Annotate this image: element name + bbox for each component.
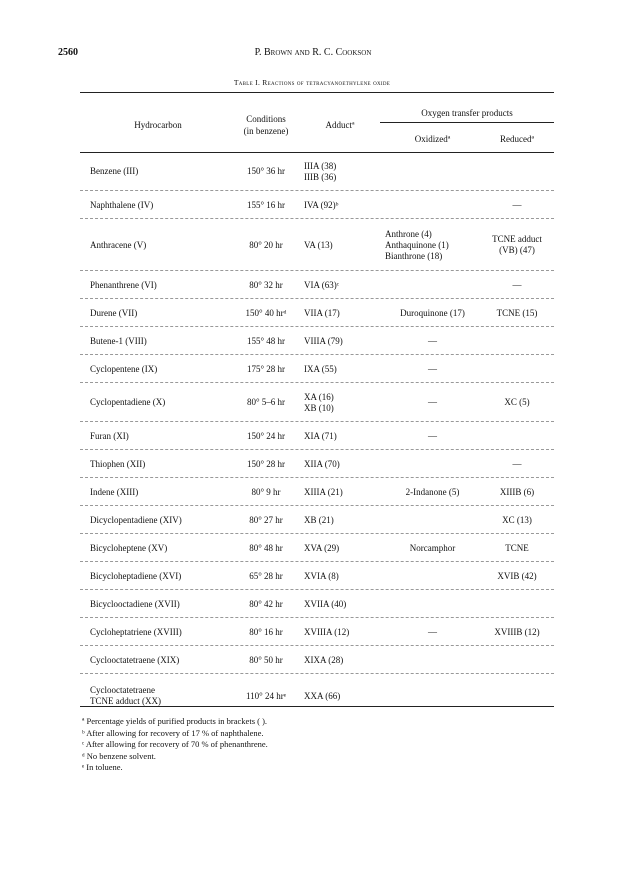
cell-oxidized: Anthrone (4) Anthaquinone (1) Bianthrone (18) [385, 228, 449, 261]
cell-reduced [480, 422, 554, 450]
cell-hydrocarbon: Cycloheptatriene (XVIII) [90, 626, 182, 637]
col-hydrocarbon: Hydrocarbon [134, 120, 182, 130]
cell-hydrocarbon: Cyclooctatetraene TCNE adduct (XX) [90, 685, 161, 706]
table-row [80, 505, 554, 534]
footnote: ᵇ After allowing for recovery of 17 % of naphthalene. [82, 727, 264, 738]
col-reduced: Reducedª [500, 134, 534, 144]
cell-conditions: 110° 24 hrᵉ [245, 690, 287, 701]
cell-reduced: TCNE (15) [496, 307, 538, 318]
cell-conditions: 80° 16 hr [249, 626, 283, 637]
cell-conditions: 150° 36 hr [246, 166, 286, 176]
cell-adduct: IVA (92)ᵇ [304, 199, 339, 210]
table-top-rule [80, 92, 554, 93]
table-row [80, 354, 554, 383]
cell-hydrocarbon: Anthracene (V) [90, 239, 147, 250]
cell-adduct: XXA (66) [304, 690, 341, 701]
cell-adduct: XVIIIA (12) [304, 626, 350, 637]
table-row [80, 617, 554, 646]
table-row [80, 421, 554, 450]
cell-oxidized: — [428, 626, 437, 637]
cell-reduced: — [512, 458, 522, 469]
cell-adduct: XVA (29) [304, 542, 340, 553]
table-caption: Table I. Reactions of tetracyanoethylene oxide [233, 78, 391, 87]
cell-oxidized [385, 450, 480, 478]
cell-hydrocarbon: Cyclopentene (IX) [90, 363, 158, 374]
cell-oxidized [385, 646, 480, 674]
cell-conditions: 80° 5–6 hr [246, 397, 286, 407]
cell-reduced: — [512, 279, 522, 290]
cell-adduct: VIIIA (79) [304, 335, 343, 346]
cell-reduced [480, 590, 554, 618]
cell-adduct: IIIA (38) IIIB (36) [304, 160, 337, 182]
cell-conditions: 80° 32 hr [249, 279, 283, 290]
cell-hydrocarbon: Bicycloheptene (XV) [90, 542, 168, 553]
cell-oxidized [385, 271, 480, 299]
cell-conditions: 80° 48 hr [249, 542, 283, 553]
cell-hydrocarbon: Dicyclopentadiene (XIV) [90, 514, 182, 525]
cell-conditions: 80° 27 hr [249, 514, 283, 525]
cell-oxidized: Duroquinone (17) [400, 307, 465, 318]
page-number: 2560 [58, 47, 78, 58]
cell-reduced: XC (5) [504, 397, 530, 407]
cell-conditions: 80° 42 hr [249, 598, 283, 609]
cell-oxidized [385, 153, 480, 190]
cell-reduced: TCNE adduct (VB) (47) [492, 234, 542, 255]
table-row [80, 561, 554, 590]
cell-reduced: XIIIB (6) [499, 486, 535, 497]
cell-hydrocarbon: Cyclooctatetraene (XIX) [90, 654, 180, 665]
footnotes [82, 716, 268, 774]
cell-conditions: 80° 9 hr [251, 486, 281, 497]
table-row [80, 449, 554, 478]
cell-oxidized: 2-Indanone (5) [405, 486, 460, 497]
table-row [80, 645, 554, 674]
cell-oxidized [385, 506, 480, 534]
table-row [80, 190, 554, 219]
cell-hydrocarbon: Durene (VII) [90, 307, 138, 318]
cell-conditions: 80° 20 hr [249, 239, 283, 250]
footnote: ᵉ In toluene. [82, 762, 123, 772]
cell-reduced: XVIIIB (12) [494, 626, 540, 637]
col-conditions-sub: (in benzene) [243, 126, 289, 136]
cell-adduct: XA (16) XB (10) [304, 391, 334, 413]
table-row [80, 298, 554, 327]
table-row [80, 589, 554, 618]
cell-reduced: XVIB (42) [497, 570, 537, 581]
col-oxygen-transfer: Oxygen transfer products [421, 108, 513, 118]
cell-hydrocarbon: Cyclopentadiene (X) [90, 397, 166, 407]
cell-adduct: VIIA (17) [304, 307, 340, 318]
table-row [80, 270, 554, 299]
table-row [80, 218, 554, 271]
col-adduct: Adductª [325, 120, 355, 130]
col-oxidized: Oxidizedª [414, 134, 451, 144]
cell-adduct: XIXA (28) [304, 654, 344, 665]
table-row [80, 477, 554, 506]
table-row [80, 533, 554, 562]
cell-hydrocarbon: Furan (XI) [90, 430, 129, 441]
table-row [80, 326, 554, 355]
cell-oxidized: — [428, 397, 437, 407]
cell-hydrocarbon: Benzene (III) [90, 166, 139, 176]
table-header [80, 98, 554, 150]
cell-adduct: XVIIA (40) [304, 598, 347, 609]
cell-conditions: 80° 50 hr [249, 654, 283, 665]
cell-oxidized [385, 674, 480, 718]
cell-reduced: TCNE [505, 542, 529, 553]
footnote: ᵈ No benzene solvent. [82, 750, 156, 761]
cell-oxidized [385, 590, 480, 618]
cell-conditions: 150° 28 hr [246, 458, 286, 469]
col-conditions: Conditions [246, 114, 286, 124]
cell-reduced [480, 153, 554, 190]
table-bottom-rule [80, 706, 554, 707]
cell-adduct: XVIA (8) [304, 570, 339, 581]
cell-conditions: 155° 48 hr [246, 335, 286, 346]
cell-oxidized: — [428, 430, 437, 441]
cell-conditions: 150° 40 hrᵈ [245, 307, 287, 318]
cell-reduced: XC (13) [502, 514, 532, 525]
cell-adduct: XIIIA (21) [304, 486, 343, 497]
footnote: ᶜ After allowing for recovery of 70 % of phenanthrene. [82, 739, 268, 749]
cell-reduced [480, 355, 554, 383]
cell-conditions: 155° 16 hr [246, 199, 286, 210]
cell-reduced [480, 646, 554, 674]
cell-hydrocarbon: Indene (XIII) [90, 486, 139, 497]
cell-conditions: 65° 28 hr [249, 570, 283, 581]
cell-hydrocarbon: Naphthalene (IV) [90, 199, 154, 210]
oxygen-span-rule [380, 122, 554, 123]
table-row [80, 673, 554, 718]
cell-reduced: — [512, 199, 522, 210]
cell-adduct: XB (21) [304, 514, 334, 525]
table-row [80, 153, 554, 190]
cell-adduct: VIA (63)ᶜ [304, 279, 340, 290]
cell-oxidized [385, 562, 480, 590]
cell-hydrocarbon: Butene-1 (VIII) [90, 335, 147, 346]
cell-hydrocarbon: Phenanthrene (VI) [90, 279, 157, 290]
cell-oxidized [385, 191, 480, 219]
cell-hydrocarbon: Bicyclooctadiene (XVII) [90, 598, 180, 609]
cell-oxidized: Norcamphor [409, 542, 456, 553]
running-header [58, 47, 568, 61]
cell-oxidized: — [428, 335, 437, 346]
cell-conditions: 175° 28 hr [246, 363, 286, 374]
footnote: ª Percentage yields of purified products in brackets ( ). [82, 716, 268, 726]
cell-adduct: VA (13) [304, 239, 333, 250]
cell-reduced [480, 327, 554, 355]
table-row [80, 382, 554, 422]
cell-adduct: IXA (55) [304, 363, 337, 374]
cell-reduced [480, 674, 554, 718]
cell-oxidized: — [428, 363, 437, 374]
cell-adduct: XIIA (70) [304, 458, 340, 469]
cell-conditions: 150° 24 hr [246, 430, 286, 441]
cell-hydrocarbon: Thiophen (XII) [90, 458, 146, 469]
cell-adduct: XIA (71) [304, 430, 337, 441]
cell-hydrocarbon: Bicycloheptadiene (XVI) [90, 570, 182, 581]
author-line: P. Brown and R. C. Cookson [254, 47, 372, 58]
